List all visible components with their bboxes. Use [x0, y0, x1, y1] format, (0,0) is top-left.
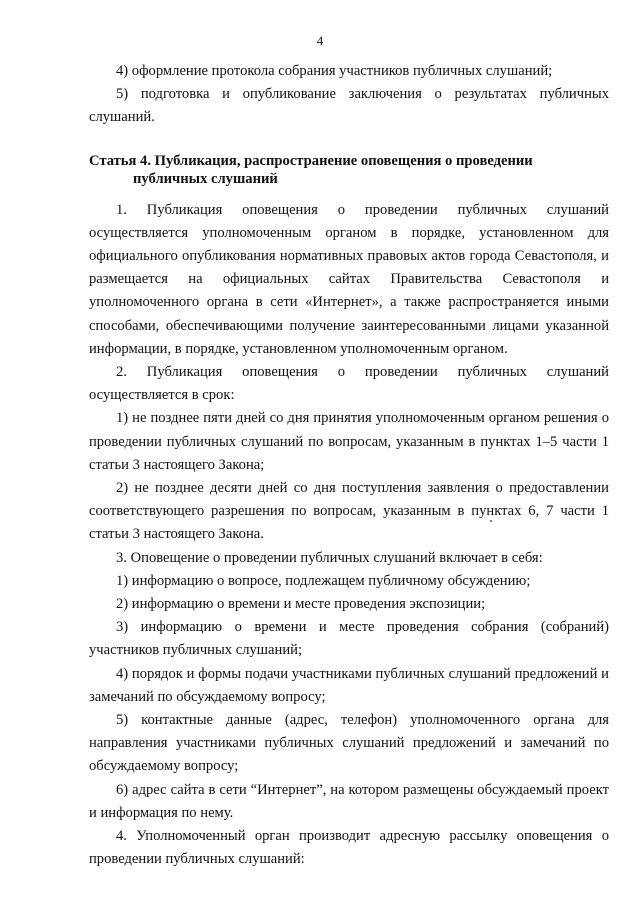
paragraph-3-item-5: 5) контактные данные (адрес, телефон) уполномоченного органа для направления участниками публичных слушаний предложений и замечаний по обсуждаемому вопросу; [89, 712, 609, 775]
paragraph-3-item-1: 1) информацию о вопросе, подлежащем публичному обсуждению; [116, 572, 531, 589]
intro-item-5: 5) подготовка и опубликование заключения о результатах публичных слушаний. [89, 86, 609, 126]
paragraph-3-item-3: 3) информацию о времени и месте проведения собрания (собраний) участников публичных слушаний; [89, 619, 609, 659]
paragraph-3-item-6: 6) адрес сайта в сети “Интернет”, на котором размещены обсуждаемый проект и информация по нему. [89, 781, 609, 821]
document-body [89, 60, 609, 872]
page-number: 4 [316, 33, 324, 48]
article-heading [89, 152, 609, 188]
article-title-line1: Статья 4. Публикация, распространение оповещения о проведении [89, 152, 533, 169]
paragraph-2-item-1: 1) не позднее пяти дней со дня принятия уполномоченным органом решения о проведении публичных слушаний по вопросам, указанным в пунктах 1–5 части 1 статьи 3 настоящего Закона; [89, 410, 609, 473]
paragraph-2-item-2: 2) не позднее десяти дней со дня поступления заявления о предоставлении соответствующего разрешения по вопросам, указанным в пунктах 6, 7 части 1 статьи 3 настоящего Закона. [89, 480, 609, 543]
scan-speck [490, 520, 492, 522]
paragraph-3-item-4: 4) порядок и формы подачи участниками публичных слушаний предложений и замечаний по обсуждаемому вопросу; [89, 665, 609, 705]
paragraph-2: 2. Публикация оповещения о проведении публичных слушаний осуществляется в срок: [89, 364, 609, 404]
paragraph-3: 3. Оповещение о проведении публичных слушаний включает в себя: [116, 549, 543, 566]
article-title-line2: публичных слушаний [133, 170, 278, 187]
intro-item-4: 4) оформление протокола собрания участников публичных слушаний; [116, 63, 553, 79]
paragraph-4: 4. Уполномоченный орган производит адресную рассылку оповещения о проведении публичных слушаний: [89, 828, 609, 868]
paragraph-1: 1. Публикация оповещения о проведении публичных слушаний осуществляется уполномоченным органом в порядке, установленном для официального опубликования нормативных правовых актов города Севастополя, и размещается на официальных сайтах Правительства Севастополя и уполномоченного органа в сети «Интернет», а также распространяется иными способами, обеспечивающими получение заинтересованными лицами указанной информации, в порядке, установленном уполномоченным органом. [89, 201, 609, 357]
paragraph-3-item-2: 2) информацию о времени и месте проведения экспозиции; [116, 596, 486, 613]
